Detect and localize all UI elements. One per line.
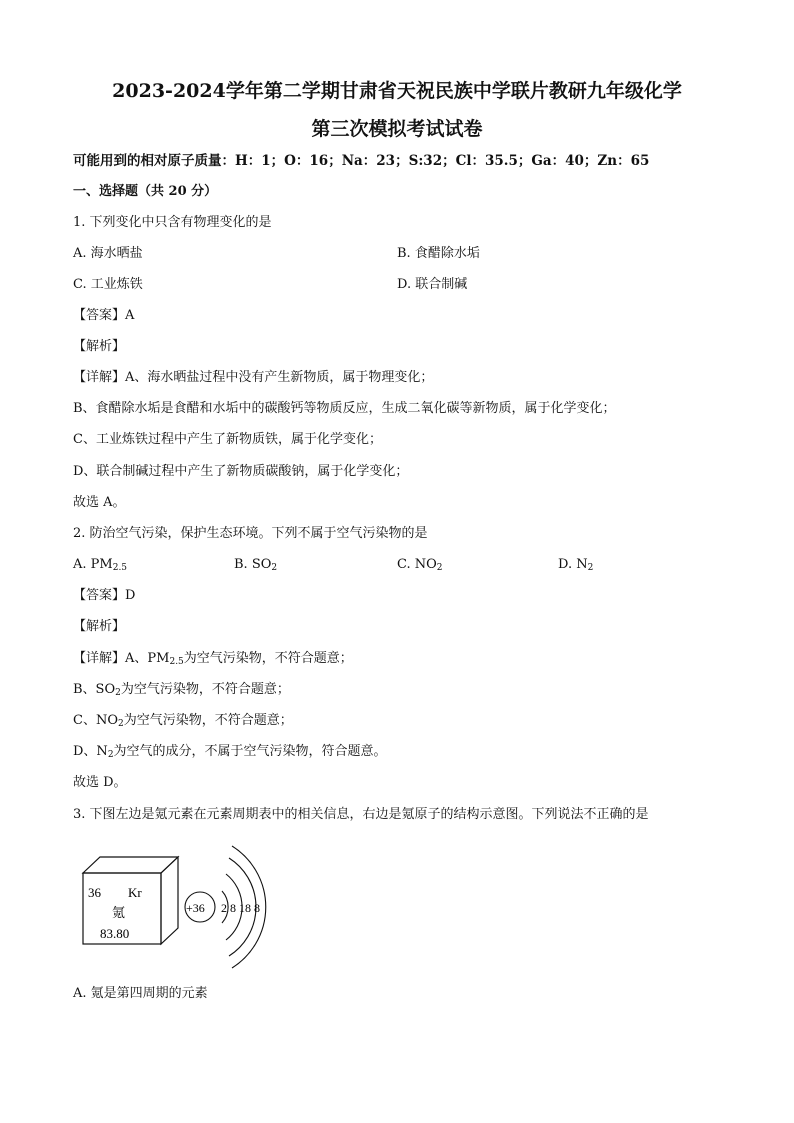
section-heading: 一、选择题（共 20 分） <box>73 184 218 199</box>
atom-structure-figure <box>180 842 280 972</box>
detail-subscript: 2.5 <box>169 657 184 667</box>
q1-stem: 1. 下列变化中只含有物理变化的是 <box>73 215 272 230</box>
answer-tag: 【答案】 <box>73 588 126 603</box>
q2-stem: 2. 防治空气污染，保护生态环境。下列不属于空气污染物的是 <box>73 526 428 541</box>
electron-counts: 2 8 18 8 <box>221 901 260 915</box>
card-symbol: Kr <box>128 885 142 900</box>
q1-detail-a <box>73 369 433 387</box>
detail-text: A、海水晒盐过程中没有产生新物质，属于物理变化； <box>125 370 434 385</box>
q2-conclusion: 故选 D。 <box>73 775 127 790</box>
q2-option-b <box>234 556 277 577</box>
card-element-name: 氪 <box>112 905 126 920</box>
nucleus-charge: +36 <box>186 901 205 915</box>
card-side-face <box>161 857 178 944</box>
q1-option-b: B. 食醋除水垢 <box>397 246 480 261</box>
q2-detail-b <box>73 681 290 702</box>
q2-answer <box>73 587 135 605</box>
detail-tag: 【详解】 <box>73 370 126 385</box>
q1-analysis-tag: 【解析】 <box>73 339 126 354</box>
q3-option-a: A. 氪是第四周期的元素 <box>73 986 208 1001</box>
card-atomic-number: 36 <box>88 885 101 900</box>
detail-post: 为空气污染物，不符合题意； <box>120 682 290 697</box>
q1-detail-b: B、食醋除水垢是食醋和水垢中的碳酸钙等物质反应，生成二氧化碳等新物质，属于化学变化； <box>73 401 616 416</box>
atomic-masses: 可能用到的相对原子质量：H：1；O：16；Na：23；S:32；Cl：35.5；Ga：40；Zn：65 <box>73 153 650 169</box>
exam-title-line1: 2023-2024学年第二学期甘肃省天祝民族中学联片教研九年级化学 <box>112 80 682 102</box>
answer-tag: 【答案】 <box>73 308 126 323</box>
detail-post: 为空气污染物，不符合题意； <box>183 651 353 666</box>
q1-option-a: A. 海水晒盐 <box>73 246 143 261</box>
detail-pre: D、N <box>73 744 108 759</box>
q1-answer <box>73 307 134 325</box>
q3-stem: 3. 下图左边是氪元素在元素周期表中的相关信息，右边是氪原子的结构示意图。下列说法不正确的是 <box>73 807 649 822</box>
q2-detail-d <box>73 743 387 764</box>
detail-pre: B、SO <box>73 682 116 697</box>
detail-subscript: 2 <box>115 688 121 698</box>
q1-detail-c: C、工业炼铁过程中产生了新物质铁，属于化学变化； <box>73 432 382 447</box>
detail-pre: A、PM <box>125 651 170 666</box>
option-label: C. NO <box>397 557 437 572</box>
detail-pre: C、NO <box>73 713 118 728</box>
q2-option-a <box>73 556 127 577</box>
answer-value: D <box>125 588 136 603</box>
option-label: D. N <box>558 557 588 572</box>
q1-conclusion: 故选 A。 <box>73 495 126 510</box>
exam-title-line2: 第三次模拟考试试卷 <box>311 118 483 140</box>
detail-post: 为空气的成分，不属于空气污染物，符合题意。 <box>113 744 387 759</box>
detail-subscript: 2 <box>117 719 124 729</box>
answer-value: A <box>125 308 135 323</box>
option-subscript: 2.5 <box>112 563 128 573</box>
q2-detail-c <box>73 712 293 733</box>
option-subscript: 2 <box>587 563 594 573</box>
option-subscript: 2 <box>436 563 443 573</box>
option-label: A. PM <box>73 557 113 572</box>
card-atomic-mass: 83.80 <box>100 926 130 941</box>
detail-tag: 【详解】 <box>73 651 126 666</box>
detail-subscript: 2 <box>107 750 114 760</box>
option-subscript: 2 <box>271 563 278 573</box>
q1-option-d: D. 联合制碱 <box>397 277 468 292</box>
q2-option-d <box>558 556 593 577</box>
option-label: B. SO <box>234 557 272 572</box>
q2-option-c <box>397 556 443 577</box>
element-card-figure <box>78 855 183 950</box>
q1-option-c: C. 工业炼铁 <box>73 277 143 292</box>
detail-post: 为空气污染物，不符合题意； <box>123 713 293 728</box>
q1-detail-d: D、联合制碱过程中产生了新物质碳酸钠，属于化学变化； <box>73 464 409 479</box>
q2-detail-a <box>73 650 353 671</box>
q2-analysis-tag: 【解析】 <box>73 619 126 634</box>
